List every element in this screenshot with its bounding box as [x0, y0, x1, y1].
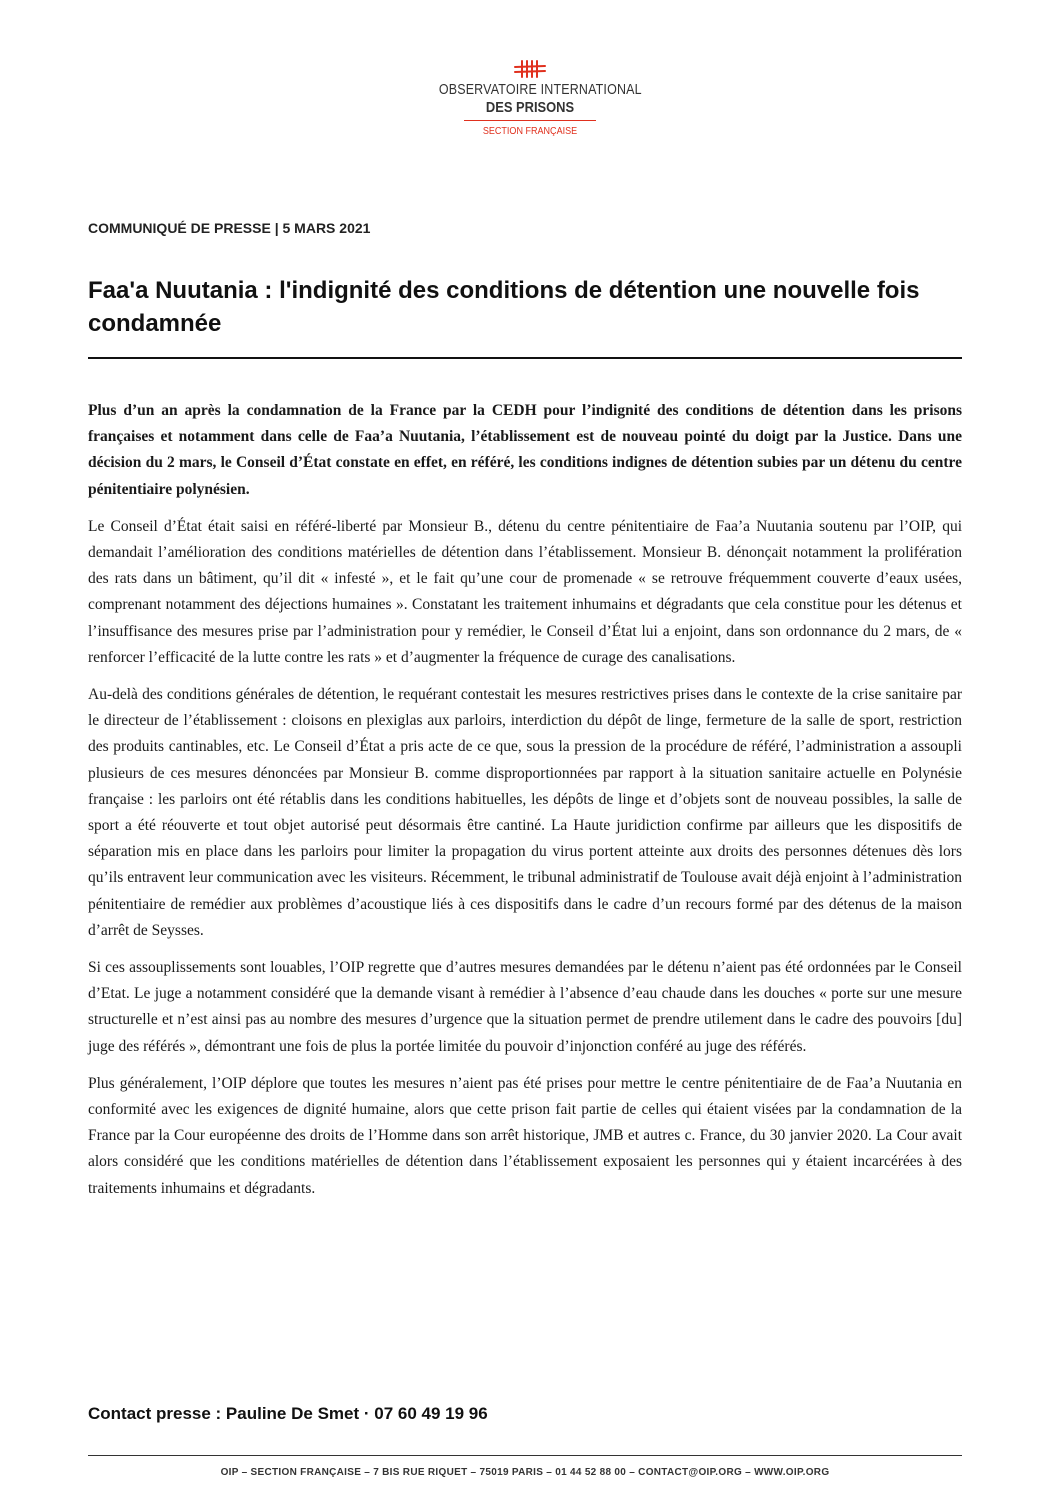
press-release-date: COMMUNIQUÉ DE PRESSE | 5 MARS 2021 [88, 220, 371, 236]
logo-text-line3: SECTION FRANÇAISE [482, 125, 578, 137]
body-paragraph: Plus généralement, l’OIP déplore que toutes les mesures n’aient pas été prises pour mettre le centre pénitentiaire de de Faa’a Nuutania en conformité avec les exigences de dignité humaine, alors que cette prison fait partie de celles qui étaient visées par la condamnation de la France par la Cour européenne des droits de l’Homme dans son arrêt historique, JMB et autres c. France, du 30 janvier 2020. La Cour avait alors considéré que les conditions matérielles de détention dans l’établissement exposaient les personnes qui y étaient incarcérées à des traitements inhumains et dégradants. [88, 1074, 962, 1197]
logo-text-line1: OBSERVATOIRE INTERNATIONAL [438, 82, 642, 98]
press-contact: Contact presse : Pauline De Smet · 07 60 49 19 96 [88, 1404, 488, 1423]
lead-paragraph: Plus d’un an après la condamnation de la France par la CEDH pour l’indignité des conditions de détention dans les prisons françaises et notamment dans celle de Faa’a Nuutania, l’établissement est de nouveau pointé du doigt par la Justice. Dans une décision du 2 mars, le Conseil d’État constate en effet, en référé, les conditions indignes de détention subies par un détenu du centre pénitentiaire polynésien. [88, 402, 962, 498]
oip-logo [424, 60, 642, 137]
footer-address: OIP – SECTION FRANÇAISE – 7 BIS RUE RIQUET – 75019 PARIS – 01 44 52 88 00 – CONTACT@OIP.ORG – WWW.OIP.ORG [220, 1467, 830, 1478]
footer-divider [88, 1455, 962, 1456]
article-body [88, 398, 962, 1213]
page-title: Faa'a Nuutania : l'indignité des conditions de détention une nouvelle fois condamnée [88, 277, 920, 337]
body-paragraph: Le Conseil d’État était saisi en référé-liberté par Monsieur B., détenu du centre pénitentiaire de Faa’a Nuutania soutenu par l’OIP, qui demandait l’amélioration des conditions matérielles de détention dans l’établissement. Monsieur B. dénonçait notamment la prolifération des rats dans un bâtiment, qu’il dit « infesté », et le fait qu’une cour de promenade « se retrouve fréquemment couverte d’eaux usées, comprenant notamment des déjections humaines ». Constatant les traitement inhumains et dégradants que cela constitue pour les détenus et l’insuffisance des mesures prise par l’administration pour y remédier, le Conseil d’État lui a enjoint, dans son ordonnance du 2 mars, de « renforcer l’efficacité de la lutte contre les rats » et d’augmenter la fréquence de curage des canalisations. [88, 517, 962, 666]
body-paragraph: Si ces assouplissements sont louables, l’OIP regrette que d’autres mesures demandées par le détenu n’aient pas été ordonnées par le Conseil d’Etat. Le juge a notamment considéré que la demande visant à remédier à l’absence d’eau chaude dans les douches « porte sur une mesure structurelle et n’est ainsi pas au nombre des mesures d’urgence que la situation permet de prendre utilement dans le cadre des pouvoirs [du] juge des référés », démontrant une fois de plus la portée limitée du pouvoir d’injonction conféré au juge des référés. [88, 959, 962, 1055]
logo-divider [464, 120, 596, 121]
logo-text-line2: DES PRISONS [485, 99, 575, 116]
body-paragraph: Au-delà des conditions générales de détention, le requérant contestait les mesures restrictives prises dans le contexte de la crise sanitaire par le directeur de l’établissement : cloisons en plexiglas aux parloirs, interdiction du dépôt de linge, fermeture de la salle de sport, restriction des produits cantinables, etc. Le Conseil d’État a pris acte de ce que, sous la pression de la procédure de référé, l’administration a assoupli plusieurs de ces mesures dénoncées par Monsieur B. comme disproportionnées par rapport à la situation sanitaire actuelle en Polynésie française : les parloirs ont été rétablis dans les conditions habituelles, les dépôts de linge et d’objets sont de nouveau possibles, la salle de sport a été réouverte et tout objet autorisé peut désormais être cantiné. La Haute juridiction confirme par ailleurs que les dispositifs de séparation mis en place dans les parloirs pour limiter la propagation du virus portent atteinte aux droits des personnes détenues dès lors qu’ils entravent leur communication avec les visiteurs. Récemment, le tribunal administratif de Toulouse avait déjà enjoint à l’administration pénitentiaire de remédier aux problèmes d’acoustique liés à ces dispositifs dans le cadre d’un recours formé par des détenus de la maison d’arrêt de Seysses. [88, 686, 962, 939]
prison-bars-icon [513, 60, 547, 78]
title-divider [88, 357, 962, 359]
